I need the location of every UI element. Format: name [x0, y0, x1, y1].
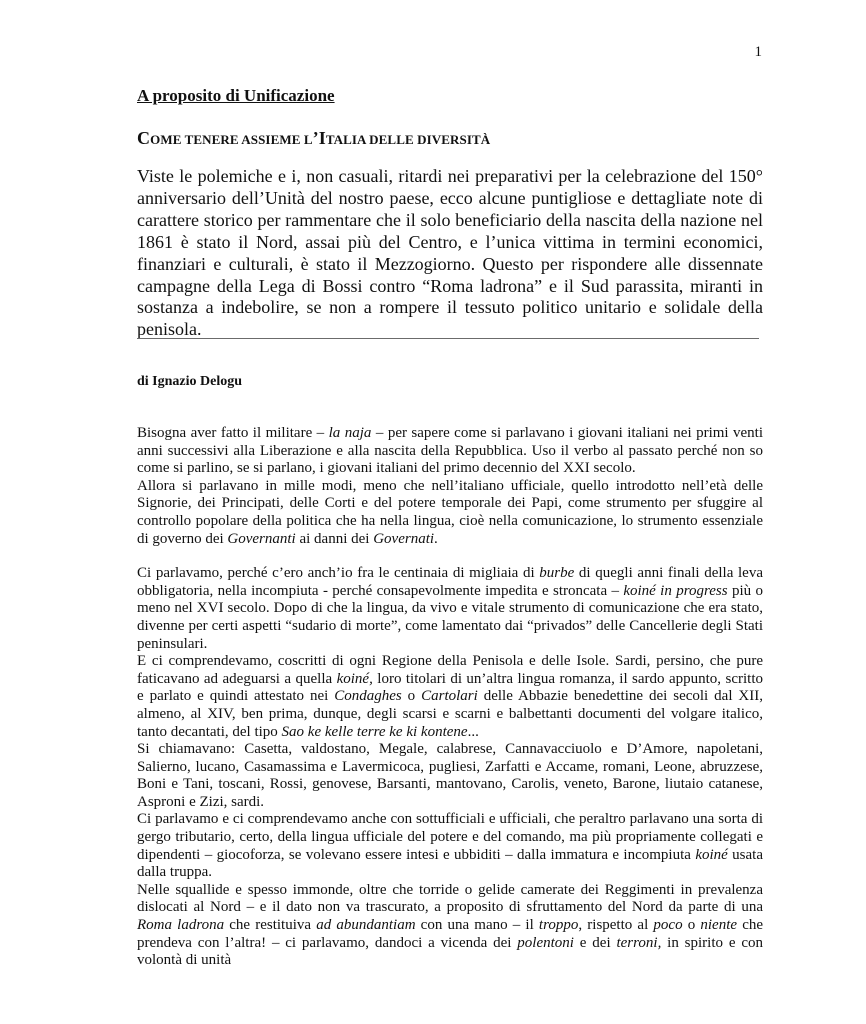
document-subtitle	[137, 128, 490, 149]
body-paragraph: Si chiamavano: Casetta, valdostano, Megale, calabrese, Cannavacciuolo e D’Amore, napoletani, Salierno, lucano, Casamassima e Lavermicoca, pugliesi, Zarfatti e Accame, romani, Leone, abruzzese, Boni e Tani, toscani, Rossi, genovese, Barsanti, mantovano, Carolis, veneto, Barone, liutaio catanese, Asproni e Zizi, sardi.	[137, 741, 763, 810]
body-paragraph: E ci comprendevamo, coscritti di ogni Regione della Penisola e delle Isole. Sardi, persino, che pure faticavano ad adeguarsi a quella koiné, loro titolari di un’altra lingua romanza, il sardo appunto, scritto e parlato e quindi attestato nei Condaghes o Cartolari delle Abbazie benedettine dei secoli dal XII, almeno, al XIV, ben prima, dunque, degli scarsi e scarni e balbettanti documenti del volgare italico, tanto decantati, del tipo Sao ke kelle terre ke ki kontene...	[137, 653, 763, 740]
body-paragraph: Bisogna aver fatto il militare – la naja – per sapere come si parlavano i giovani italiani nei primi venti anni successivi alla Liberazione e alla nascita della Repubblica. Uso il verbo al passato perché non so come si parlino, se si parlano, i giovani italiani del primo decennio del XXI secolo.	[137, 425, 764, 477]
author-byline: di Ignazio Delogu	[137, 374, 243, 389]
horizontal-divider	[137, 338, 759, 339]
document-title: A proposito di Unificazione	[137, 86, 335, 105]
page-number: 1	[754, 44, 762, 60]
body-paragraph: Nelle squallide e spesso immonde, oltre che torride o gelide camerate dei Reggimenti in prevalenza dislocati al Nord – e il dato non va trascurato, a proposito di sfruttamento del Nord da parte di una Roma ladrona che restituiva ad abundantiam con una mano – il troppo, rispetto al poco o niente che prendeva con l’altra! – ci parlavamo, dandoci a vicenda dei polentoni e dei terroni, in spirito e con volontà di unità	[137, 881, 764, 969]
article-body	[137, 425, 763, 970]
subtitle-cap: C	[137, 128, 151, 148]
body-paragraph: Allora si parlavano in mille modi, meno che nell’italiano ufficiale, quello introdotto nell’età delle Signorie, dei Principati, delle Corti e del potere temporale dei Papi, come strumento per sfuggire al controllo popolare della politica che ha nella lingua, cioè nella comunicazione, lo strumento essenziale di governo dei Governanti ai danni dei Governati.	[137, 477, 763, 547]
subtitle-cap: ’I	[312, 128, 326, 148]
body-paragraph: Ci parlavamo, perché c’ero anch’io fra le centinaia di migliaia di burbe di quegli anni finali della leva obbligatoria, nella incompiuta - perché consapevolmente impedita e stroncata – koiné in progress più o meno nel XVI secolo. Dopo di che la lingua, da vivo e vitale strumento di comunicazione che era stato, divenne per certi aspetti “sudario di morte”, come lamentato dai “privados” delle Cancellerie degli Stati peninsulari.	[137, 565, 763, 652]
subtitle-smallcaps: TALIA DELLE DIVERSITÀ	[325, 132, 491, 147]
subtitle-smallcaps: OME TENERE ASSIEME L	[150, 132, 313, 147]
body-paragraph: Ci parlavamo e ci comprendevamo anche con sottufficiali e ufficiali, che peraltro parlavano una sorta di gergo tributario, certo, della lingua ufficiale del potere e del comando, ma più propriamente collegati e dipendenti – giocoforza, se volevano essere intesi e ubbiditi – dalla immatura e incompiuta koiné usata dalla truppa.	[137, 811, 764, 881]
intro-paragraph: Viste le polemiche e i, non casuali, ritardi nei preparativi per la celebrazione del 150° anniversario dell’Unità del nostro paese, ecco alcune puntigliose e dettagliate note di carattere storico per rammentare che il solo beneficiario della nascita della nazione nel 1861 è stato il Nord, assai più del Centro, e l’unica vittima in termini economici, finanziari e culturali, è stato il Mezzogiorno. Questo per rispondere alle dissennate campagne della Lega di Bossi contro “Roma ladrona” e il Sud parassita, miranti in sostanza a indebolire, se non a rompere il tessuto politico unitario e solidale della penisola.	[137, 166, 763, 340]
